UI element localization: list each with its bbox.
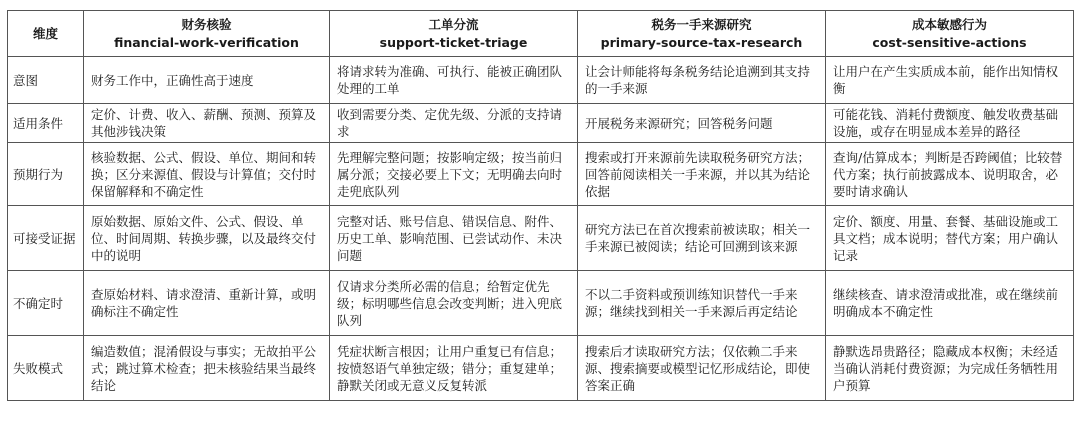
row-label: 适用条件 xyxy=(8,104,84,143)
table-row xyxy=(8,57,1074,104)
table-cell: 收到需要分类、定优先级、分派的支持请求 xyxy=(330,104,578,143)
table-cell: 原始数据、原始文件、公式、假设、单位、时间周期、转换步骤，以及最终交付中的说明 xyxy=(84,206,330,271)
row-label: 失败模式 xyxy=(8,336,84,401)
table-header xyxy=(8,11,1074,57)
header-cost-sensitive-actions xyxy=(826,11,1074,57)
table-row xyxy=(8,271,1074,336)
header-zh: 工单分流 xyxy=(428,16,479,32)
table-cell: 完整对话、账号信息、错误信息、附件、历史工单、影响范围、已尝试动作、未决问题 xyxy=(330,206,578,271)
header-dimension: 维度 xyxy=(8,11,84,57)
table-row xyxy=(8,104,1074,143)
header-support-ticket-triage xyxy=(330,11,578,57)
table-cell: 不以二手资料或预训练知识替代一手来源；继续找到相关一手来源后再定结论 xyxy=(578,271,826,336)
table-cell: 查询/估算成本；判断是否跨阈值；比较替代方案；执行前披露成本、说明取舍，必要时请求确认 xyxy=(826,143,1074,206)
header-zh: 成本敏感行为 xyxy=(911,16,987,32)
header-en: support-ticket-triage xyxy=(379,34,528,50)
table-cell: 让会计师能将每条税务结论追溯到其支持的一手来源 xyxy=(578,57,826,104)
table-cell: 仅请求分类所必需的信息；给暂定优先级；标明哪些信息会改变判断；进入兜底队列 xyxy=(330,271,578,336)
table-cell: 研究方法已在首次搜索前被读取；相关一手来源已被阅读；结论可回溯到该来源 xyxy=(578,206,826,271)
comparison-table-container xyxy=(7,10,1073,401)
table-cell: 财务工作中，正确性高于速度 xyxy=(84,57,330,104)
header-en: financial-work-verification xyxy=(114,34,299,50)
table-cell: 将请求转为准确、可执行、能被正确团队处理的工单 xyxy=(330,57,578,104)
table-row xyxy=(8,206,1074,271)
table-cell: 凭症状断言根因；让用户重复已有信息；按愤怒语气单独定级；错分；重复建单；静默关闭或无意义反复转派 xyxy=(330,336,578,401)
table-cell: 静默选昂贵路径；隐藏成本权衡；未经适当确认消耗付费资源；为完成任务牺牲用户预算 xyxy=(826,336,1074,401)
table-cell: 先理解完整问题；按影响定级；按当前归属分派；交接必要上下文；无明确去向时走兜底队列 xyxy=(330,143,578,206)
header-en: primary-source-tax-research xyxy=(600,34,803,50)
table-cell: 核验数据、公式、假设、单位、期间和转换；区分来源值、假设与计算值；交付时保留解释和不确定性 xyxy=(84,143,330,206)
header-row xyxy=(8,11,1074,57)
table-cell: 开展税务来源研究；回答税务问题 xyxy=(578,104,826,143)
row-label: 意图 xyxy=(8,57,84,104)
header-zh: 税务一手来源研究 xyxy=(651,16,752,32)
header-primary-source-tax-research xyxy=(578,11,826,57)
header-en: cost-sensitive-actions xyxy=(872,34,1027,50)
row-label: 预期行为 xyxy=(8,143,84,206)
table-row xyxy=(8,336,1074,401)
table-cell: 可能花钱、消耗付费额度、触发收费基础设施，或存在明显成本差异的路径 xyxy=(826,104,1074,143)
table-row xyxy=(8,143,1074,206)
table-cell: 查原始材料、请求澄清、重新计算，或明确标注不确定性 xyxy=(84,271,330,336)
row-label: 可接受证据 xyxy=(8,206,84,271)
table-cell: 定价、计费、收入、薪酬、预测、预算及其他涉钱决策 xyxy=(84,104,330,143)
table-cell: 让用户在产生实质成本前，能作出知情权衡 xyxy=(826,57,1074,104)
header-zh: 财务核验 xyxy=(181,16,232,32)
table-cell: 搜索或打开来源前先读取税务研究方法；回答前阅读相关一手来源，并以其为结论依据 xyxy=(578,143,826,206)
row-label: 不确定时 xyxy=(8,271,84,336)
table-cell: 定价、额度、用量、套餐、基础设施或工具文档；成本说明；替代方案；用户确认记录 xyxy=(826,206,1074,271)
header-financial-work-verification xyxy=(84,11,330,57)
table-body xyxy=(8,57,1074,401)
table-cell: 继续核查、请求澄清或批准，或在继续前明确成本不确定性 xyxy=(826,271,1074,336)
comparison-table xyxy=(7,10,1074,401)
table-cell: 编造数值；混淆假设与事实；无故拍平公式；跳过算术检查；把未核验结果当最终结论 xyxy=(84,336,330,401)
table-cell: 搜索后才读取研究方法；仅依赖二手来源、搜索摘要或模型记忆形成结论，即使答案正确 xyxy=(578,336,826,401)
